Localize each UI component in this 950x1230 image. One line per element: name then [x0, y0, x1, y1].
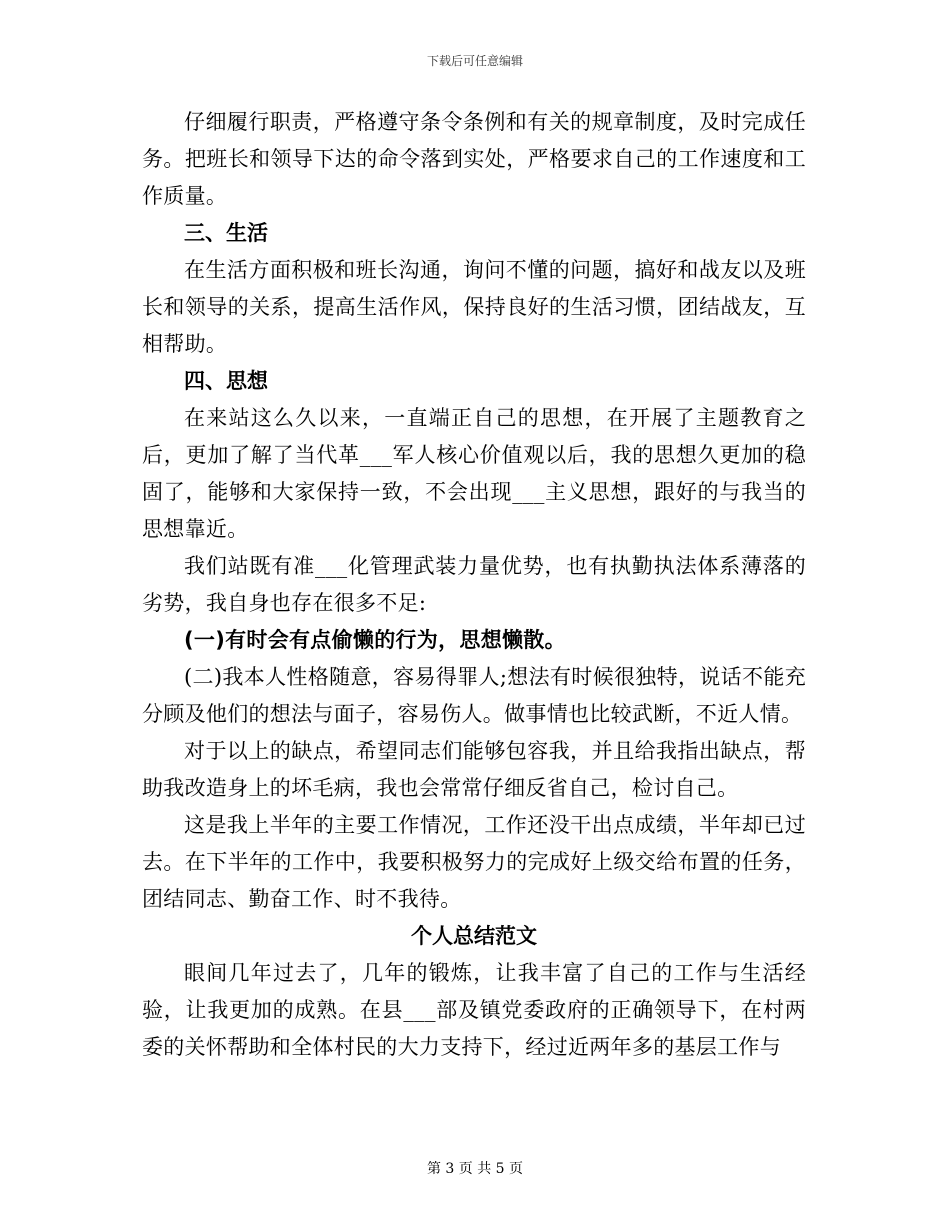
paragraph-shortcomings-intro: 我们站既有准___化管理武装力量优势，也有执勤执法体系薄落的劣势，我自身也存在很多不足:: [142, 554, 806, 615]
section-title-personal-summary: 个人总结范文: [411, 924, 537, 948]
shortcoming-item-2: (二)我本人性格随意，容易得罪人;想法有时候很独特，说话不能充分顾及他们的想法与面子，容易伤人。做事情也比较武断，不近人情。: [142, 665, 806, 726]
section-heading-life: 三、生活: [184, 221, 268, 245]
page-footer: 第 3 页 共 5 页: [426, 1161, 524, 1177]
paragraph-life: 在生活方面积极和班长沟通，询问不懂的问题，搞好和战友以及班长和领导的关系，提高生活作风，保持良好的生活习惯，团结战友，互相帮助。: [142, 258, 806, 356]
paragraph-duties: 仔细履行职责，严格遵守条令条例和有关的规章制度，及时完成任务。把班长和领导下达的命令落到实处，严格要求自己的工作速度和工作质量。: [142, 110, 806, 208]
shortcoming-item-1: (一)有时会有点偷懒的行为，思想懒散。: [184, 628, 566, 652]
paragraph-personal-summary: 眼间几年过去了，几年的锻炼，让我丰富了自己的工作与生活经验，让我更加的成熟。在县___部及镇党委政府的正确领导下，在村两委的关怀帮助和全体村民的大力支持下，经过近两年多的基层工作与: [142, 961, 806, 1059]
paragraph-summary: 这是我上半年的主要工作情况，工作还没干出点成绩，半年却已过去。在下半年的工作中，我要积极努力的完成好上级交给布置的任务，团结同志、勤奋工作、时不我待。: [142, 813, 806, 911]
document-body: [142, 104, 806, 1066]
section-heading-thought: 四、思想: [184, 369, 268, 393]
paragraph-request: 对于以上的缺点，希望同志们能够包容我，并且给我指出缺点，帮助我改造身上的坏毛病，我也会常常仔细反省自己，检讨自己。: [142, 739, 806, 800]
page-header: 下载后可任意编辑: [426, 54, 523, 68]
paragraph-thought: 在来站这么久以来，一直端正自己的思想，在开展了主题教育之后，更加了解了当代革___军人核心价值观以后，我的思想久更加的稳固了，能够和大家保持一致，不会出现___主义思想，跟好的与我当的思想靠近。: [142, 406, 806, 541]
